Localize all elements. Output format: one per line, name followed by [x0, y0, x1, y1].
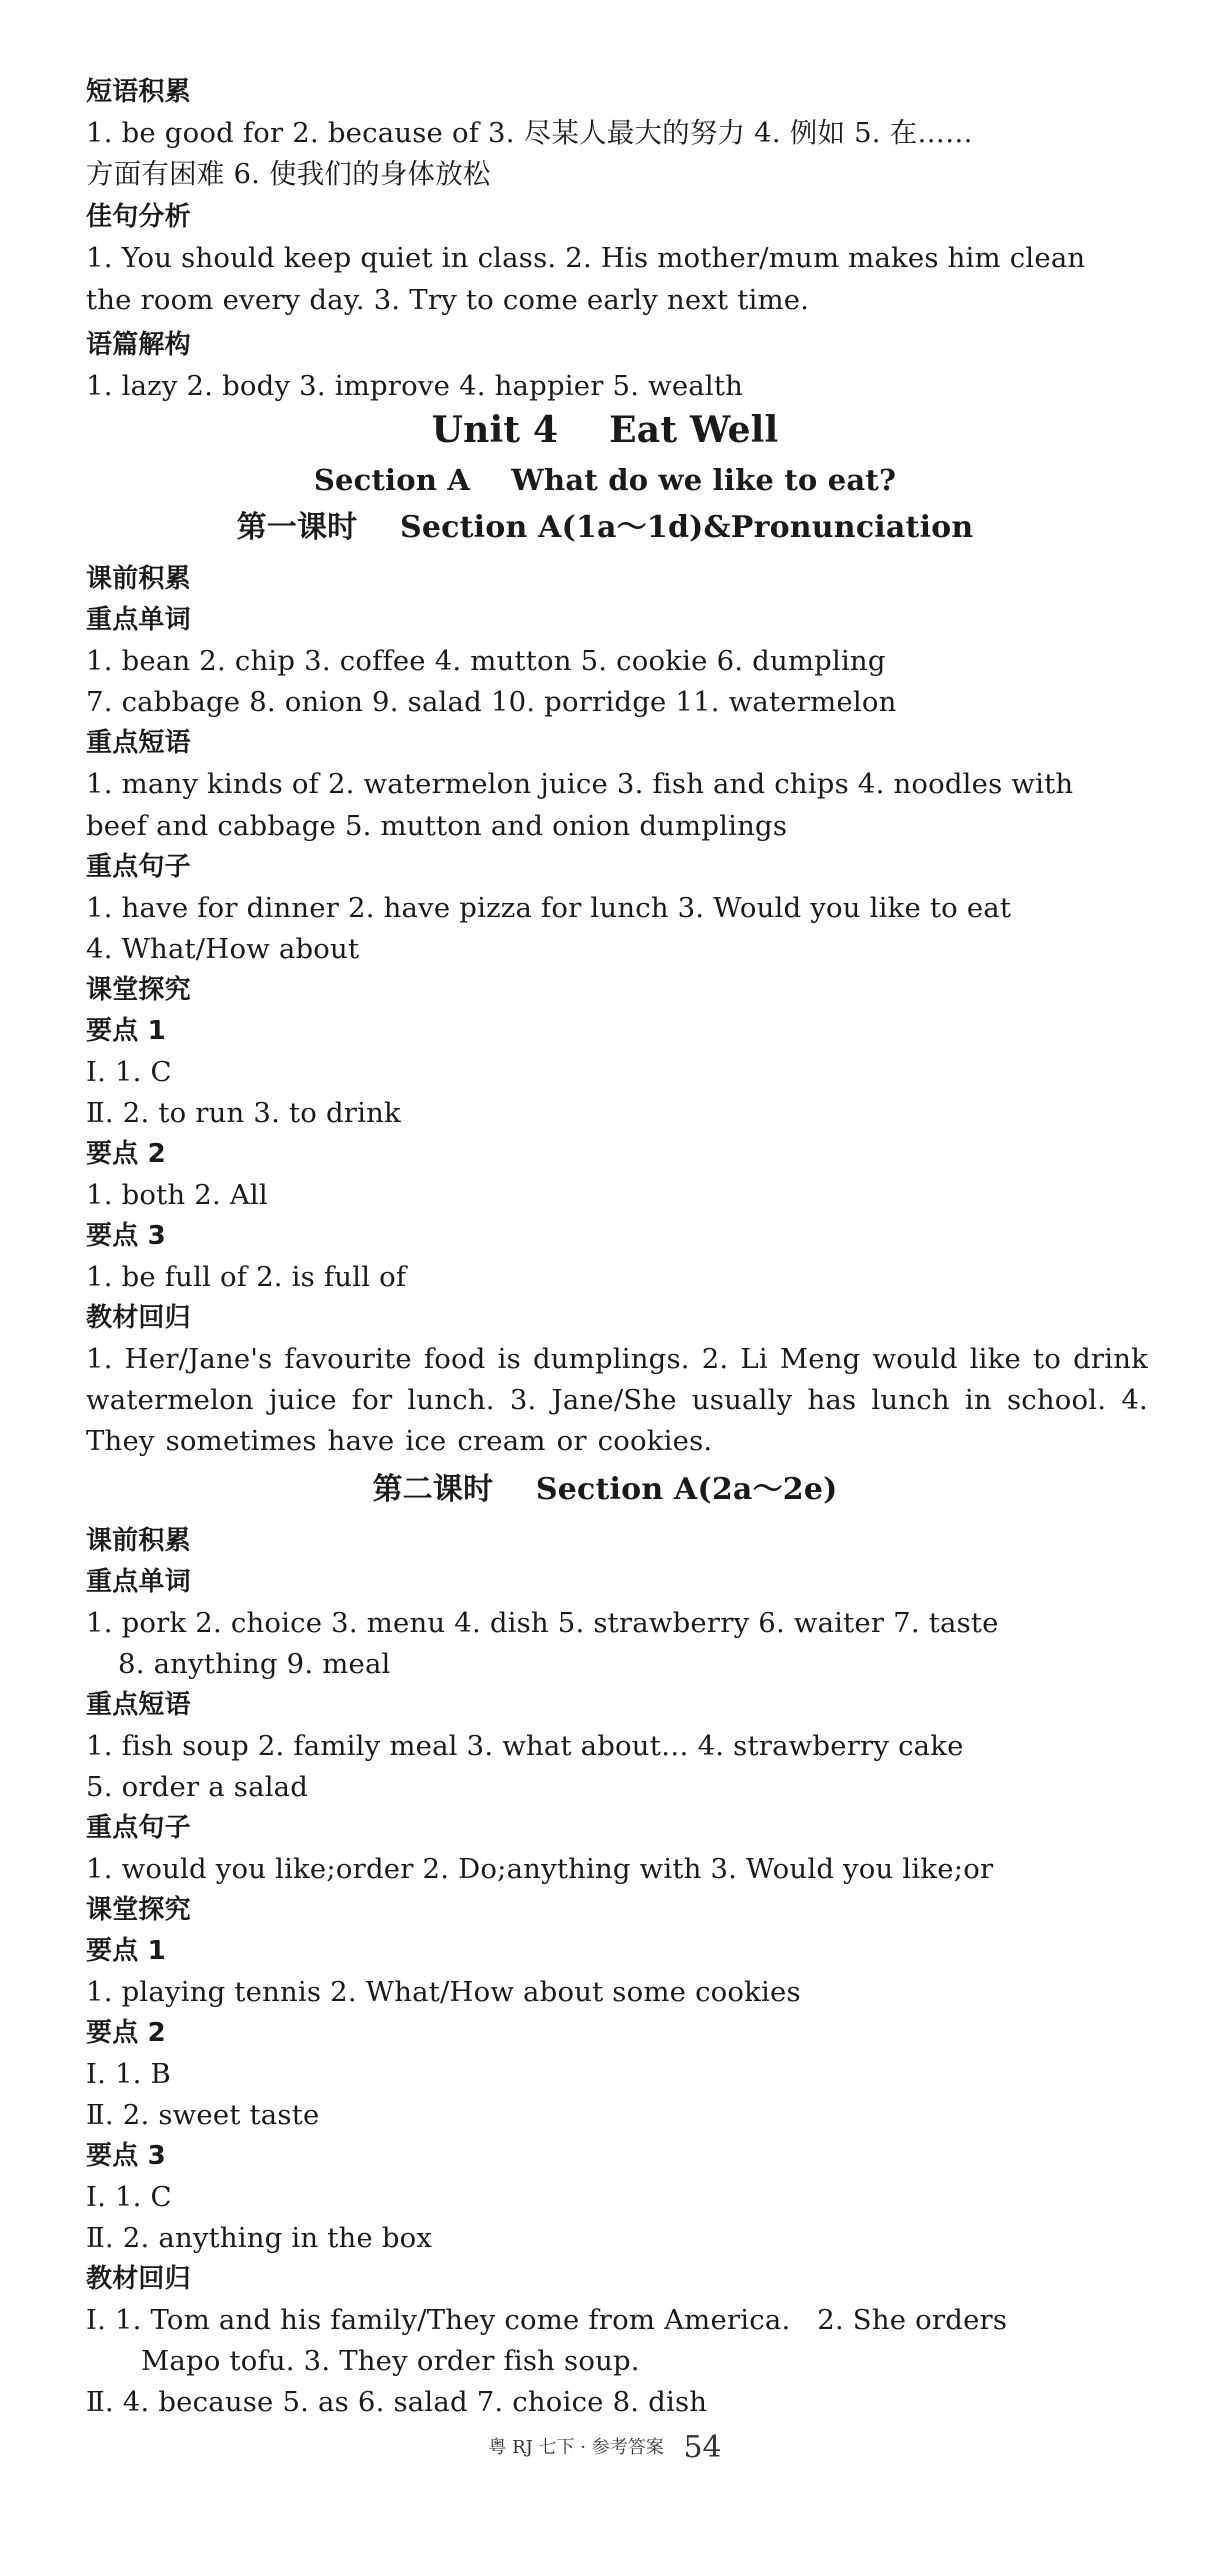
lesson1-point3-answer: 1. be full of 2. is full of	[86, 1261, 407, 1293]
sentences-heading: 佳句分析	[86, 202, 191, 232]
lesson1-phrases-line1: 1. many kinds of 2. watermelon juice 3. fish and chips 4. noodles with	[86, 768, 1074, 800]
lesson1-review-text: 1. Her/Jane's favourite food is dumplings. 2. Li Meng would like to drink watermelon juice for lunch. 3. Jane/She usually has lunch in school. 4. They sometimes have ice cream or cookies.	[86, 1343, 1148, 1457]
section-title: Section A What do we like to eat?	[313, 463, 897, 497]
lesson1-sentences-line1: 1. have for dinner 2. have pizza for lunch 3. Would you like to eat	[86, 892, 1012, 924]
lesson1-point3-heading: 要点 3	[86, 1221, 166, 1251]
unit-title: Unit 4 Eat Well	[431, 409, 779, 451]
footer-label: 粤 RJ 七下 · 参考答案	[488, 2437, 664, 2458]
lesson1-explore-heading: 课堂探究	[86, 975, 191, 1005]
lesson1-sentences-line2: 4. What/How about	[86, 933, 360, 965]
lesson1-words-line1: 1. bean 2. chip 3. coffee 4. mutton 5. cookie 6. dumpling	[86, 645, 886, 677]
phrases-answers-line2: 方面有困难 6. 使我们的身体放松	[86, 158, 491, 190]
lesson2-words-line1: 1. pork 2. choice 3. menu 4. dish 5. strawberry 6. waiter 7. taste	[86, 1607, 999, 1639]
lesson1-phrases-heading: 重点短语	[86, 728, 191, 758]
lesson1-preclass-heading: 课前积累	[86, 564, 191, 594]
lesson1-review-heading: 教材回归	[86, 1303, 191, 1333]
lesson2-point1-heading: 要点 1	[86, 1936, 166, 1966]
lesson2-point2-answer-a: Ⅰ. 1. B	[86, 2058, 171, 2090]
page-number: 54	[683, 2430, 722, 2465]
lesson2-preclass-heading: 课前积累	[86, 1526, 191, 1556]
lesson1-words-line2: 7. cabbage 8. onion 9. salad 10. porridge 11. watermelon	[86, 686, 897, 718]
sentences-answers-line2: the room every day. 3. Try to come early next time.	[86, 284, 810, 316]
lesson1-point2-heading: 要点 2	[86, 1139, 166, 1169]
lesson2-phrases-heading: 重点短语	[86, 1690, 191, 1720]
page-footer	[0, 2428, 1210, 2468]
lesson2-title: 第二课时 Section A(2a～2e)	[372, 1472, 838, 1507]
lesson2-words-heading: 重点单词	[86, 1567, 191, 1597]
lesson2-phrases-line2: 5. order a salad	[86, 1771, 309, 1803]
lesson1-sentences-heading: 重点句子	[86, 852, 191, 882]
lesson1-point1-answer-a: Ⅰ. 1. C	[86, 1056, 172, 1088]
lesson1-title: 第一课时 Section A(1a～1d)&Pronunciation	[236, 510, 974, 545]
lesson1-words-heading: 重点单词	[86, 605, 191, 635]
lesson2-words-line2: 8. anything 9. meal	[118, 1648, 391, 1680]
structure-heading: 语篇解构	[86, 330, 191, 360]
lesson2-sentences-heading: 重点句子	[86, 1813, 191, 1843]
lesson2-review-heading: 教材回归	[86, 2264, 191, 2294]
lesson2-review-line1: Ⅰ. 1. Tom and his family/They come from America. 2. She orders	[86, 2304, 1008, 2336]
phrases-answers-line1: 1. be good for 2. because of 3. 尽某人最大的努力 4. 例如 5. 在……	[86, 117, 973, 149]
lesson2-point2-heading: 要点 2	[86, 2018, 166, 2048]
lesson2-point3-answer-a: Ⅰ. 1. C	[86, 2181, 172, 2213]
lesson1-point1-heading: 要点 1	[86, 1016, 166, 1046]
phrases-heading: 短语积累	[86, 77, 191, 107]
lesson2-explore-heading: 课堂探究	[86, 1895, 191, 1925]
sentences-answers-line1: 1. You should keep quiet in class. 2. His mother/mum makes him clean	[86, 242, 1086, 274]
lesson2-phrases-line1: 1. fish soup 2. family meal 3. what about… 4. strawberry cake	[86, 1730, 964, 1762]
lesson2-point3-heading: 要点 3	[86, 2141, 166, 2171]
lesson2-point2-answer-b: Ⅱ. 2. sweet taste	[86, 2099, 320, 2131]
lesson2-point1-answer: 1. playing tennis 2. What/How about some cookies	[86, 1976, 801, 2008]
lesson2-point3-answer-b: Ⅱ. 2. anything in the box	[86, 2222, 433, 2254]
lesson2-sentences-line1: 1. would you like;order 2. Do;anything with 3. Would you like;or	[86, 1853, 994, 1885]
lesson2-review-line2: Mapo tofu. 3. They order fish soup.	[141, 2345, 640, 2377]
lesson1-point2-answer: 1. both 2. All	[86, 1179, 268, 1211]
lesson2-review-line3: Ⅱ. 4. because 5. as 6. salad 7. choice 8. dish	[86, 2386, 708, 2418]
structure-answers: 1. lazy 2. body 3. improve 4. happier 5. wealth	[86, 370, 744, 402]
lesson1-point1-answer-b: Ⅱ. 2. to run 3. to drink	[86, 1097, 401, 1129]
lesson1-phrases-line2: beef and cabbage 5. mutton and onion dumplings	[86, 810, 788, 842]
